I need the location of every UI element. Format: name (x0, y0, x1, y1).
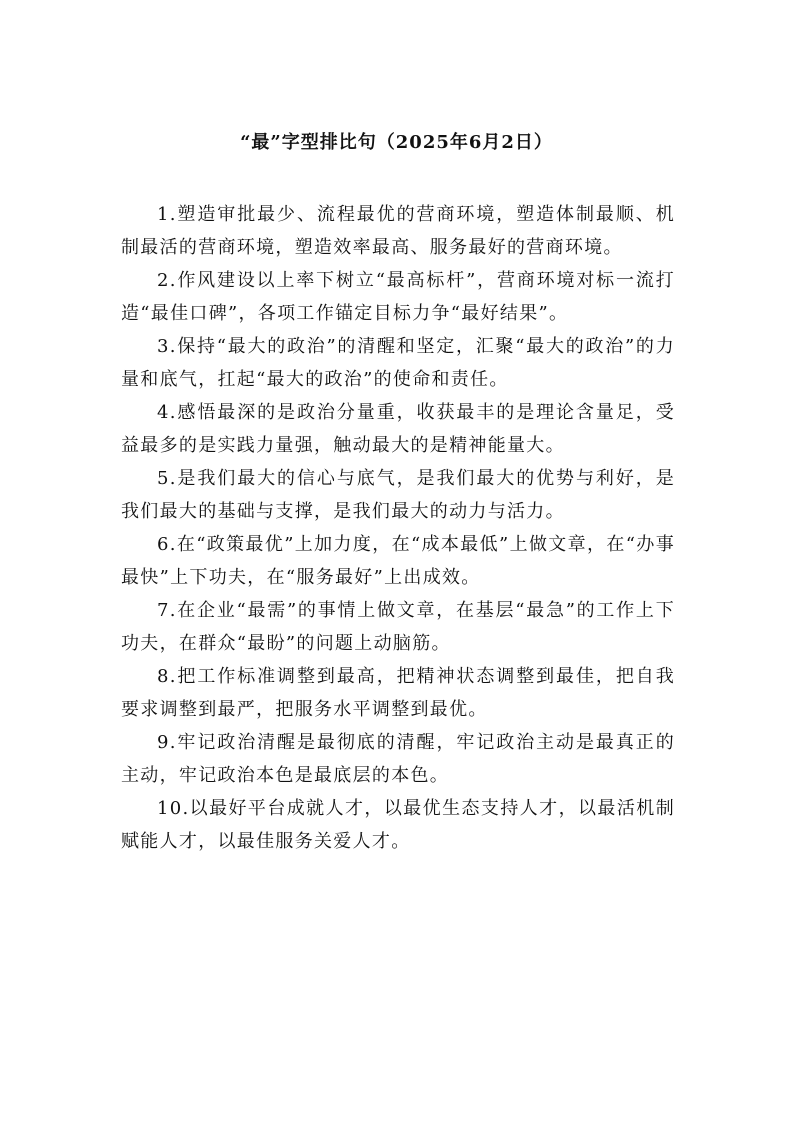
paragraph-1: 1.塑造审批最少、流程最优的营商环境，塑造体制最顺、机制最活的营商环境，塑造效率最高、服务最好的营商环境。 (121, 204, 675, 258)
paragraph-7: 7.在企业“最需”的事情上做文章，在基层“最急”的工作上下功夫，在群众“最盼”的问题上动脑筋。 (121, 600, 675, 654)
paragraph-4: 4.感悟最深的是政治分量重，收获最丰的是理论含量足，受益最多的是实践力量强，触动最大的是精神能量大。 (121, 402, 675, 456)
paragraph-5: 5.是我们最大的信心与底气，是我们最大的优势与利好，是我们最大的基础与支撑，是我们最大的动力与活力。 (121, 468, 675, 522)
paragraph-10: 10.以最好平台成就人才，以最优生态支持人才，以最活机制赋能人才，以最佳服务关爱人才。 (121, 798, 675, 852)
paragraph-3: 3.保持“最大的政治”的清醒和坚定，汇聚“最大的政治”的力量和底气，扛起“最大的政治”的使命和责任。 (121, 336, 675, 390)
document-title: “最”字型排比句（2025年6月2日） (240, 132, 553, 153)
paragraph-6: 6.在“政策最优”上加力度，在“成本最低”上做文章，在“办事最快”上下功夫，在“服务最好”上出成效。 (121, 534, 675, 588)
paragraph-2: 2.作风建设以上率下树立“最高标杆”，营商环境对标一流打造“最佳口碑”，各项工作锚定目标力争“最好结果”。 (121, 270, 675, 324)
paragraph-9: 9.牢记政治清醒是最彻底的清醒，牢记政治主动是最真正的主动，牢记政治本色是最底层的本色。 (121, 732, 675, 786)
document-body (121, 198, 675, 858)
paragraph-8: 8.把工作标准调整到最高，把精神状态调整到最佳，把自我要求调整到最严，把服务水平调整到最优。 (121, 666, 675, 720)
